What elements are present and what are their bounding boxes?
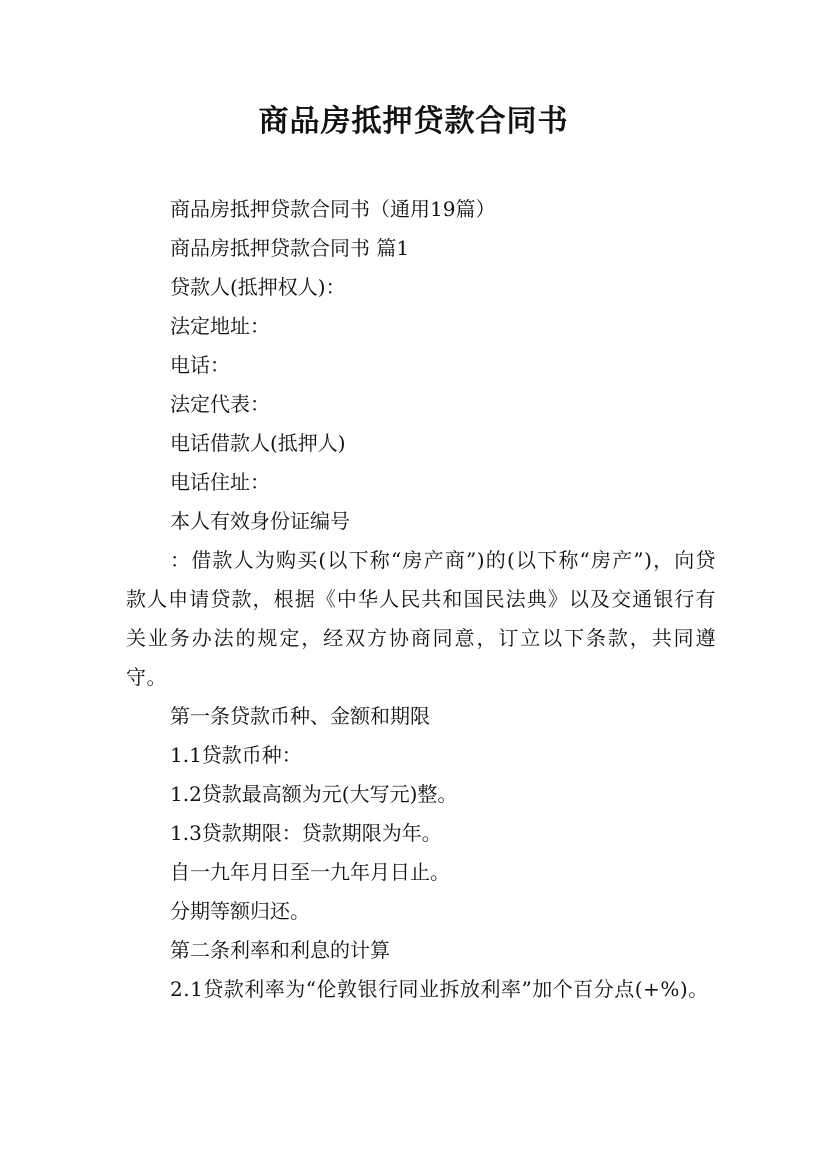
paragraph-article-2-heading: 第二条利率和利息的计算	[170, 938, 390, 962]
paragraph-legal-representative: 法定代表：	[170, 392, 270, 416]
paragraph-id-number: 本人有效身份证编号	[170, 509, 350, 533]
document-title: 商品房抵押贷款合同书	[258, 104, 569, 139]
paragraph-purpose: ：借款人为购买(以下称“房产商”)的(以下称“房产”)，向贷款人申请贷款，根据《中华人民共和国民法典》以及交通银行有关业务办法的规定，经双方协商同意，订立以下条款，共同遵守。	[126, 548, 716, 689]
paragraph-phone: 电话：	[170, 353, 230, 377]
paragraph-article-1-heading: 第一条贷款币种、金额和期限	[170, 704, 430, 728]
paragraph-clause-2-1: 2.1贷款利率为“伦敦银行同业拆放利率”加个百分点(+%)。	[170, 977, 709, 1001]
paragraph-clause-1-1: 1.1贷款币种：	[170, 743, 302, 767]
paragraph-legal-address: 法定地址：	[170, 314, 270, 338]
paragraph-borrower: 电话借款人(抵押人)	[170, 431, 346, 455]
paragraph-section-heading: 商品房抵押贷款合同书 篇1	[170, 236, 410, 260]
paragraph-intro-title: 商品房抵押贷款合同书（通用19篇）	[170, 197, 496, 221]
paragraph-address: 电话住址：	[170, 470, 270, 494]
paragraph-term-dates: 自一九年月日至一九年月日止。	[170, 860, 450, 884]
paragraph-clause-1-2: 1.2贷款最高额为元(大写元)整。	[170, 782, 458, 806]
paragraph-installments: 分期等额归还。	[170, 899, 310, 923]
document-body	[126, 190, 716, 1009]
paragraph-clause-1-3: 1.3贷款期限：贷款期限为年。	[170, 821, 442, 845]
paragraph-lender: 贷款人(抵押权人)：	[170, 275, 346, 299]
